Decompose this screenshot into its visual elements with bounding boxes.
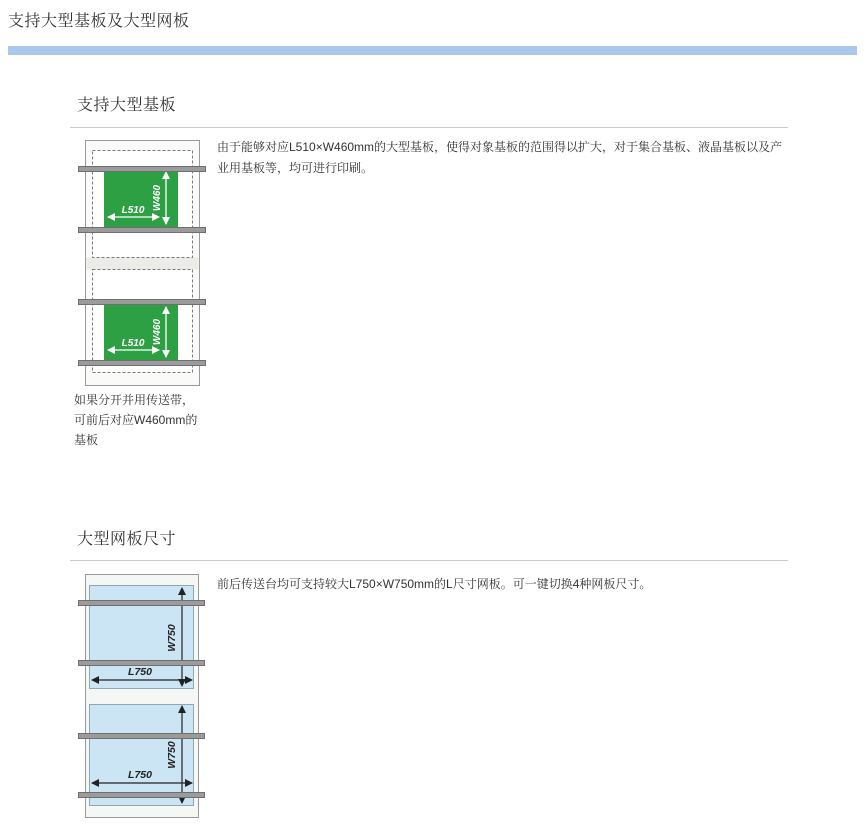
page-title: 支持大型基板及大型网板 xyxy=(8,13,190,30)
substrate-diagram-caption xyxy=(74,390,244,450)
conveyor-rail xyxy=(79,601,205,606)
table-mid-band xyxy=(87,258,199,270)
dimension-label-width-front: W460 xyxy=(152,184,163,212)
dimension-label-width-rear: W750 xyxy=(166,741,178,769)
conveyor-rail xyxy=(79,793,205,798)
section-heading-substrate: 支持大型基板 xyxy=(77,97,177,114)
dimension-label-width-rear: W460 xyxy=(152,318,163,346)
caption-line: 可前后对应W460mm的 xyxy=(74,413,198,427)
conveyor-rail xyxy=(79,167,206,172)
dimension-label-length-rear: L750 xyxy=(128,769,152,781)
caption-line: 基板 xyxy=(74,433,99,447)
conveyor-rail xyxy=(79,361,206,366)
substrate-diagram-svg xyxy=(78,138,206,390)
conveyor-rail xyxy=(79,228,206,233)
dimension-label-length-front: L510 xyxy=(121,205,145,216)
dimension-label-width-front: W750 xyxy=(166,624,178,652)
section-divider xyxy=(70,127,788,128)
section-divider xyxy=(70,560,788,561)
substrate-diagram xyxy=(78,138,206,395)
stencil-diagram-svg xyxy=(78,572,205,822)
stencil-body-text: 前后传送台均可支持较大L750×W750mm的L尺寸网板。可一键切换4种网板尺寸。 xyxy=(217,577,652,591)
conveyor-rail xyxy=(79,661,205,666)
conveyor-rail xyxy=(79,734,205,739)
substrate-board-rear xyxy=(104,304,178,360)
conveyor-rail xyxy=(79,300,206,305)
section-heading-stencil: 大型网板尺寸 xyxy=(77,531,177,548)
substrate-board-front xyxy=(104,169,178,227)
stencil-diagram xyxy=(78,572,205,827)
substrate-body-text: 由于能够对应L510×W460mm的大型基板，使得对象基板的范围得以扩大，对于集合基板、液晶基板以及产业用基板等，均可进行印刷。 xyxy=(217,140,783,175)
accent-bar xyxy=(8,46,857,55)
caption-line: 如果分开并用传送带， xyxy=(74,393,195,407)
dimension-label-length-rear: L510 xyxy=(121,338,145,349)
dimension-label-length-front: L750 xyxy=(128,666,152,678)
